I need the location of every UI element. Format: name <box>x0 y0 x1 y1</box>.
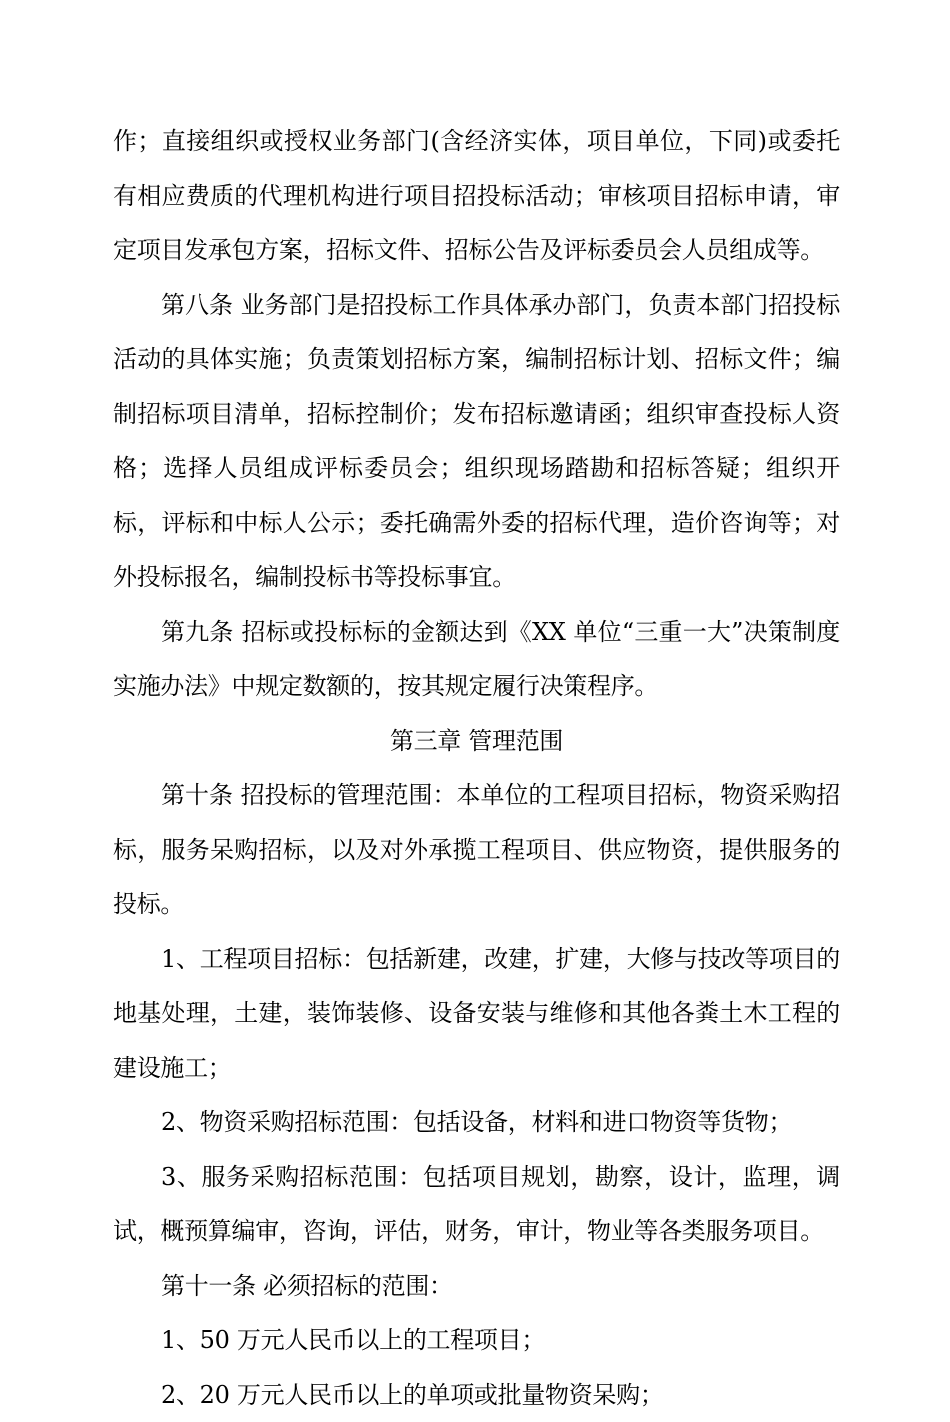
article-10-paragraph: 第十条 招投标的管理范围：本单位的工程项目招标，物资采购招标，服务呆购招标，以及对外承揽工程项目、供应物资，提供服务的投标。 <box>113 768 840 932</box>
paragraph-continuation: 作；直接组织或授权业务部门(含经济实体，项目单位，下同)或委托有相应费质的代理机构进行项目招投标活动；审核项目招标申请，审定项目发承包方案，招标文件、招标公告及评标委员会人员组成等。 <box>113 114 840 278</box>
list-item-threshold-materials: 2、20 万元人民币以上的单项或批量物资呆购； <box>113 1368 840 1422</box>
list-item-materials: 2、物资采购招标范围：包括设备，材料和进口物资等货物； <box>113 1095 840 1150</box>
document-page <box>113 114 840 1422</box>
article-9-paragraph: 第九条 招标或投标标的金额达到《XX 单位“三重一大”决策制度实施办法》中规定数额的，按其规定履行决策程序。 <box>113 605 840 714</box>
article-11-paragraph: 第十一条 必须招标的范围： <box>113 1259 840 1314</box>
list-item-threshold-engineering: 1、50 万元人民币以上的工程项目； <box>113 1313 840 1368</box>
list-item-services: 3、服务采购招标范围：包括项目规划，勘察，设计，监理，调试，概预算编审，咨询，评估，财务，审计，物业等各类服务项目。 <box>113 1150 840 1259</box>
chapter-heading: 第三章 管理范围 <box>113 714 840 769</box>
article-8-paragraph: 第八条 业务部门是招投标工作具体承办部门，负责本部门招投标活动的具体实施；负责策划招标方案，编制招标计划、招标文件；编制招标项目清单，招标控制价；发布招标邀请函；组织审查投标人资格；选择人员组成评标委员会；组织现场踏勘和招标答疑；组织开标，评标和中标人公示；委托确需外委的招标代理，造价咨询等；对外投标报名，编制投标书等投标事宜。 <box>113 278 840 605</box>
list-item-engineering: 1、工程项目招标：包括新建，改建，扩建，大修与技改等项目的地基处理，土建，装饰装修、设备安装与维修和其他各粪土木工程的建设施工； <box>113 932 840 1096</box>
